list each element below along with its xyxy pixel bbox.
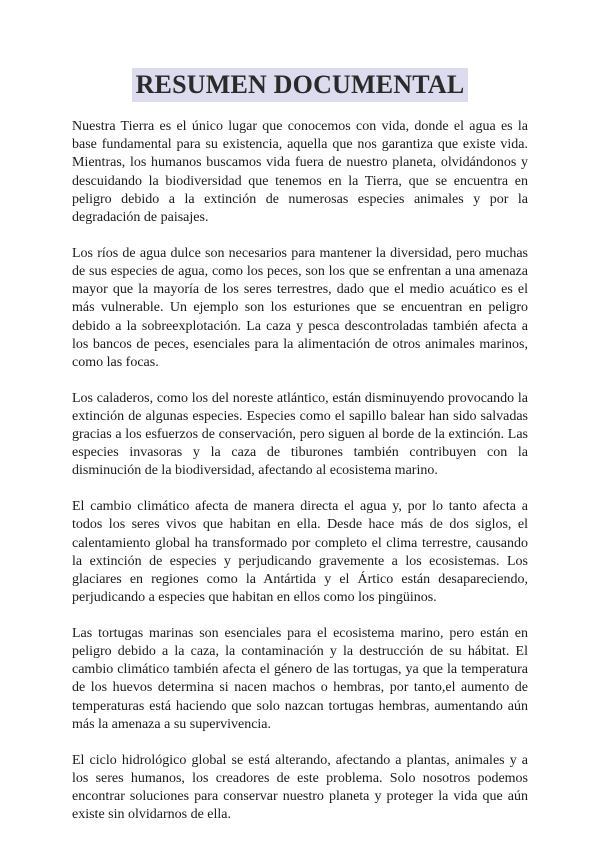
document-title: RESUMEN DOCUMENTAL — [132, 68, 469, 102]
paragraph-4: El cambio climático afecta de manera directa el agua y, por lo tanto afecta a todos los seres vivos que habitan en ella. Desde hace más de dos siglos, el calentamiento global ha transformado por completo el clima terrestre, causando la extinción de especies y perjudicando gravemente a los ecosistemas. Los glaciares en regiones como la Antártida y el Ártico están desapareciendo, perjudicando a especies que habitan en ellos como los pingüinos. — [72, 499, 528, 606]
document-page — [72, 68, 528, 842]
paragraph-6: El ciclo hidrológico global se está alterando, afectando a plantas, animales y a los seres humanos, los creadores de este problema. Solo nosotros podemos encontrar soluciones para conservar nuestro planeta y proteger la vida que aún existe sin olvidarnos de ella. — [72, 752, 528, 823]
paragraph-3: Los caladeros, como los del noreste atlántico, están disminuyendo provocando la extinción de algunas especies. Especies como el sapillo balear han sido salvadas gracias a los esfuerzos de conservación, pero siguen al borde de la extinción. Las especies invasoras y la caza de tiburones también contribuyen con la disminución de la biodiversidad, afectando al ecosistema marino. — [72, 390, 528, 479]
paragraph-2: Los ríos de agua dulce son necesarios para mantener la diversidad, pero muchas de sus especies de agua, como los peces, son los que se enfrentan a una amenaza mayor que la mayoría de los seres terrestres, dado que el medio acuático es el más vulnerable. Un ejemplo son los esturiones que se encuentran en peligro debido a la sobreexplotación. La caza y pesca descontroladas también afecta a los bancos de peces, esenciales para la alimentación de otros animales marinos, como las focas. — [72, 245, 528, 370]
paragraph-5: Las tortugas marinas son esenciales para el ecosistema marino, pero están en peligro debido a la caza, la contaminación y la destrucción de su hábitat. El cambio climático también afecta el género de las tortugas, ya que la temperatura de los huevos determina si nacen machos o hembras, por tanto,el aumento de temperaturas está haciendo que solo nazcan tortugas hembras, aumentando aún más la amenaza a su supervivencia. — [72, 625, 528, 732]
title-wrapper — [72, 68, 528, 102]
paragraph-1: Nuestra Tierra es el único lugar que conocemos con vida, donde el agua es la base fundamental para su existencia, aquella que nos garantiza que existe vida. Mientras, los humanos buscamos vida fuera de nuestro planeta, olvidándonos y descuidando la biodiversidad que tenemos en la Tierra, que se encuentra en peligro debido a la extinción de numerosas especies animales y por la degradación de paisajes. — [72, 119, 528, 226]
